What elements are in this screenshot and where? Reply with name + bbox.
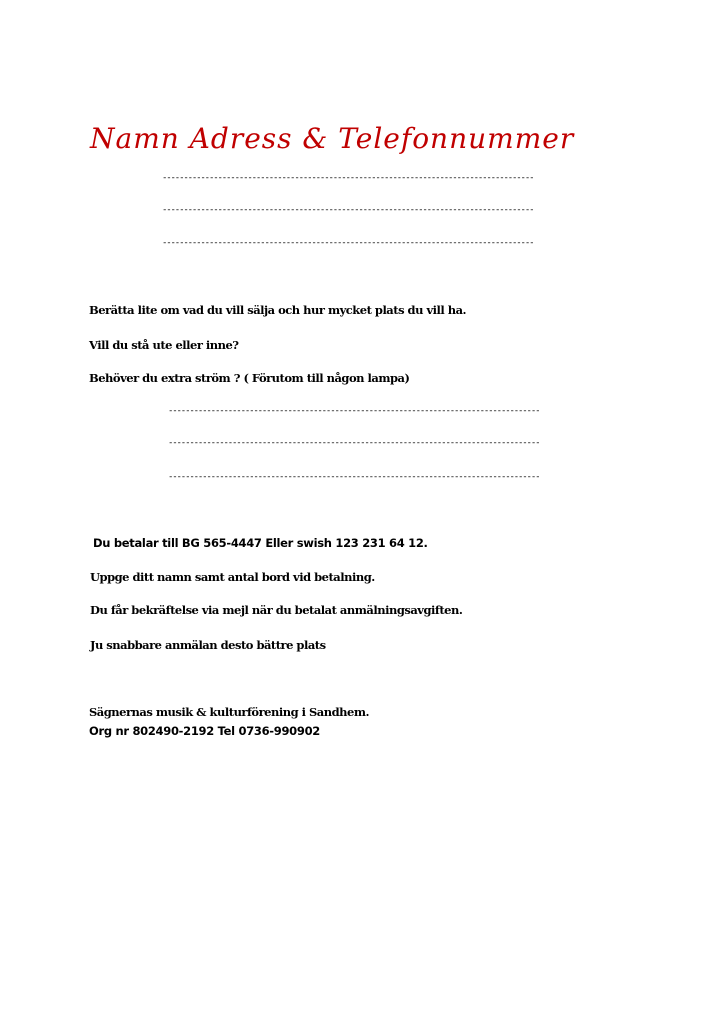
answer-fill-line-1: --------------------------------------------------------------------------------------- xyxy=(168,406,540,416)
answer-fill-line-3: --------------------------------------------------------------------------------------- xyxy=(168,472,540,482)
question-extra-power: Behöver du extra ström ? ( Förutom till någon lampa) xyxy=(89,371,410,385)
contact-fill-line-3: --------------------------------------------------------------------------------------- xyxy=(162,238,534,248)
question-what-to-sell: Berätta lite om vad du vill sälja och hur mycket plats du vill ha. xyxy=(89,303,467,317)
contact-fill-line-2: --------------------------------------------------------------------------------------- xyxy=(162,205,534,215)
payment-info: Du betalar till BG 565-4447 Eller swish 123 231 64 12. xyxy=(93,536,428,550)
contact-fill-line-1: --------------------------------------------------------------------------------------- xyxy=(162,173,534,183)
confirmation-info: Du får bekräftelse via mejl när du betalat anmälningsavgiften. xyxy=(90,603,463,617)
early-signup-note: Ju snabbare anmälan desto bättre plats xyxy=(90,638,326,652)
form-heading: Namn Adress & Telefonnummer xyxy=(90,122,575,155)
question-outside-inside: Vill du stå ute eller inne? xyxy=(89,338,239,352)
organization-name: Sägnernas musik & kulturförening i Sandhem. xyxy=(89,705,369,719)
payment-instructions: Uppge ditt namn samt antal bord vid betalning. xyxy=(90,570,375,584)
answer-fill-line-2: --------------------------------------------------------------------------------------- xyxy=(168,438,540,448)
organization-details: Org nr 802490-2192 Tel 0736-990902 xyxy=(89,724,320,738)
